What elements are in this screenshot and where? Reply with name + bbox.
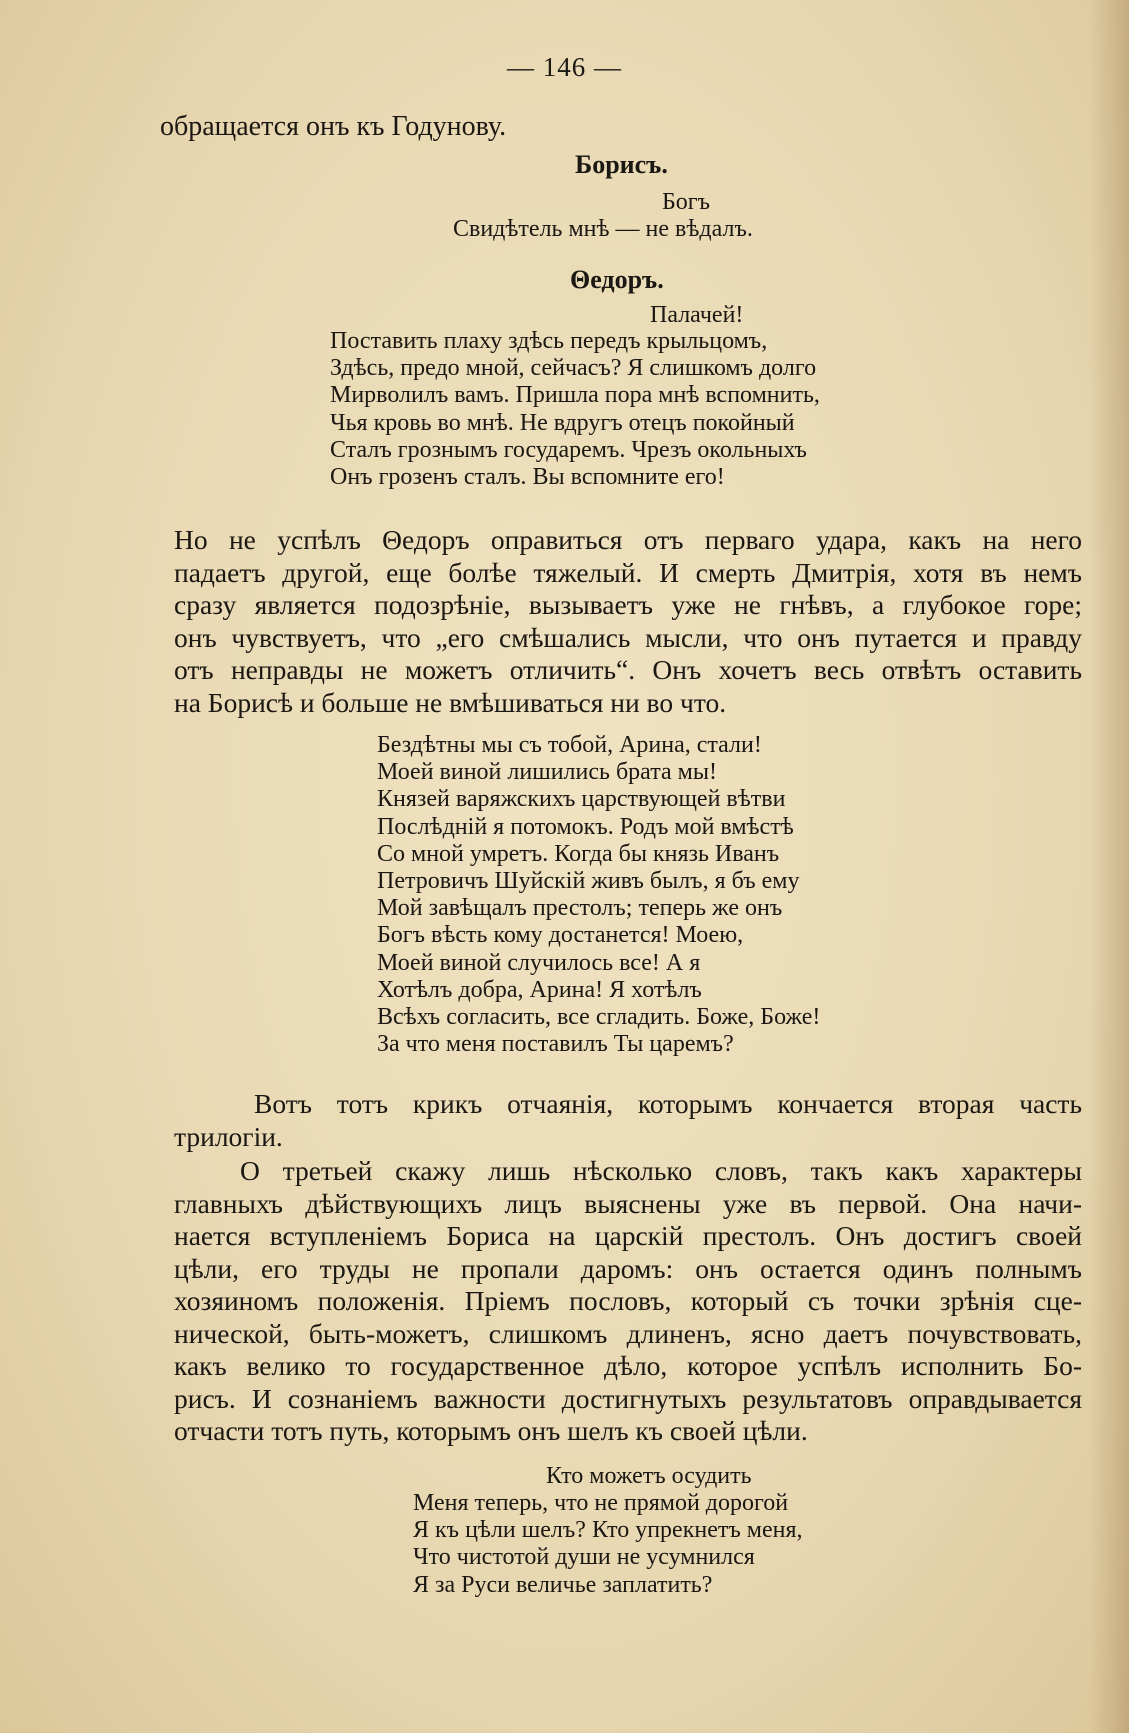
verse-line: Послѣдній я потомокъ. Родъ мой вмѣстѣ [377,813,794,840]
prose-line: Но не успѣлъ Θедоръ оправиться отъ перваго удара, какъ на него [174,524,1082,555]
verse-line: Онъ грозенъ сталъ. Вы вспомните его! [330,464,725,491]
verse-3 [413,1490,802,1599]
prose-line: отъ неправды не можетъ отличить“. Онъ хочетъ весь отвѣтъ оставить [174,654,1082,685]
boris-line-2: Свидѣтель мнѣ — не вѣдалъ. [453,216,753,242]
verse-line: Меня теперь, что не прямой дорогой [413,1490,789,1516]
feodor-verse [330,328,820,491]
boris-line-1: Богъ [662,189,711,215]
verse-line: Сталъ грознымъ государемъ. Чрезъ окольныхъ [330,436,807,463]
prose-line: главныхъ дѣйствующихъ лицъ выяснены уже въ первой. Она начи- [174,1187,1082,1219]
verse-line: Князей варяжскихъ царствующей вѣтви [377,786,786,813]
prose-line: сразу является подозрѣніе, вызываетъ уже не гнѣвъ, а глубокое горе; [174,589,1082,620]
verse-line: Мирволилъ вамъ. Пришла пора мнѣ вспомнить, [330,382,820,409]
verse-3-first-line: Кто можетъ осудить [546,1463,752,1489]
prose-line: на Борисѣ и больше не вмѣшиваться ни во что. [174,686,727,718]
prose-line: падаетъ другой, еще болѣе тяжелый. И смерть Дмитрія, хотя въ немъ [174,556,1082,588]
verse-line: Мой завѣщалъ престолъ; теперь же онъ [377,895,783,922]
verse-line: Бездѣтны мы съ тобой, Арина, стали! [377,732,762,758]
verse-line: За что меня поставилъ Ты царемъ? [377,1031,734,1058]
prose-line: трилогіи. [174,1120,283,1152]
paragraph-2 [174,1088,1082,1153]
verse-line: Поставить плаху здѣсь передъ крыльцомъ, [330,328,768,354]
prose-line: онъ чувствуетъ, что „его смѣшались мысли, что онъ путается и правду [174,621,1082,653]
prose-line: хозяиномъ положенія. Пріемъ пословъ, который съ точки зрѣнія сце- [174,1285,1082,1316]
feodor-line-first: Палачей! [650,302,744,328]
prose-line: рисъ. И сознаніемъ важности достигнутыхъ результатовъ оправдывается [174,1382,1082,1414]
verse-line: Я къ цѣли шелъ? Кто упрекнетъ меня, [413,1517,803,1544]
verse-line: Здѣсь, предо мной, сейчасъ? Я слишкомъ долго [330,355,817,382]
opening-line: обращается онъ къ Годунову. [160,111,507,142]
paragraph-1 [174,524,1082,719]
verse-line: Чья кровь во мнѣ. Не вдругъ отецъ покойный [330,409,795,436]
paragraph-3 [174,1155,1082,1448]
speaker-boris: Борисъ. [575,150,668,179]
prose-line: какъ велико то государственное дѣло, которое успѣлъ исполнить Бо- [174,1350,1082,1381]
page-edge-shadow [1089,0,1129,1733]
speaker-feodor: Θедоръ. [570,265,664,294]
verse-line: Со мной умретъ. Когда бы князь Иванъ [377,840,780,867]
prose-line: О третьей скажу лишь нѣсколько словъ, такъ какъ характеры [240,1155,1082,1186]
prose-line: Вотъ тотъ крикъ отчаянія, которымъ кончается вторая часть [254,1088,1082,1119]
verse-line: Я за Руси величье заплатить? [413,1571,713,1598]
prose-line: цѣли, его труды не пропали даромъ: онъ остается одинъ полнымъ [174,1252,1082,1284]
verse-line: Моей виной случилось все! А я [377,949,701,976]
verse-2 [377,732,820,1058]
page-number: — 146 — [507,52,622,82]
verse-line: Богъ вѣсть кому достанется! Моею, [377,922,744,949]
verse-line: Моей виной лишились брата мы! [377,759,717,786]
prose-line: нической, быть-можетъ, слишкомъ длиненъ, ясно даетъ почувствовать, [174,1317,1082,1349]
verse-line: Петровичъ Шуйскій живъ былъ, я бъ ему [377,868,800,895]
prose-line: нается вступленіемъ Бориса на царскій престолъ. Онъ достигъ своей [174,1220,1082,1251]
prose-line: отчасти тотъ путь, которымъ онъ шелъ къ своей цѣли. [174,1415,808,1446]
verse-line: Всѣхъ согласить, все сгладить. Боже, Боже! [377,1004,821,1031]
verse-line: Что чистотой души не усумнился [413,1544,755,1571]
verse-line: Хотѣлъ добра, Арина! Я хотѣлъ [377,976,702,1003]
